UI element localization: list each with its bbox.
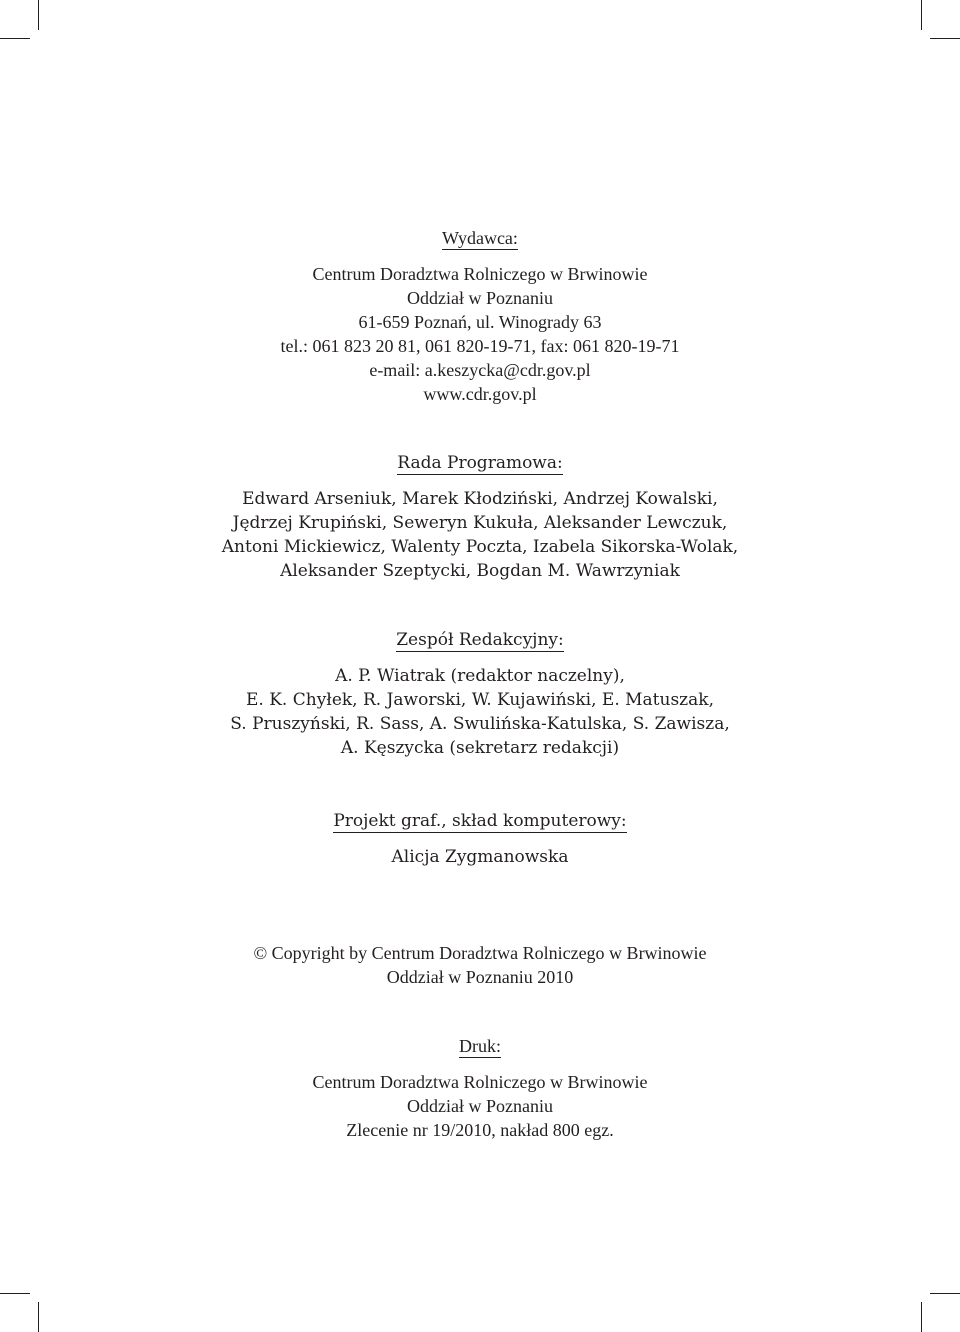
publisher-website: www.cdr.gov.pl: [423, 384, 537, 404]
crop-mark-top-right-vertical: [921, 0, 922, 30]
print-section: [0, 1036, 960, 1142]
editorial-team-line: A. P. Wiatrak (redaktor naczelny),: [335, 666, 625, 686]
program-council-heading: Rada Programowa:: [397, 453, 563, 473]
program-council-line: Jędrzej Krupiński, Seweryn Kukuła, Aleksander Lewczuk,: [232, 513, 728, 533]
program-council-line: Antoni Mickiewicz, Walenty Poczta, Izabela Sikorska-Wolak,: [221, 537, 739, 557]
publisher-heading: Wydawca:: [442, 228, 518, 248]
print-heading: Druk:: [459, 1036, 501, 1056]
crop-mark-bottom-right-vertical: [921, 1302, 922, 1332]
copyright-section: [0, 941, 960, 989]
program-council-line: Edward Arseniuk, Marek Kłodziński, Andrzej Kowalski,: [242, 489, 718, 509]
crop-mark-top-left-horizontal: [0, 38, 30, 39]
program-council-section: [0, 453, 960, 583]
crop-mark-bottom-left-horizontal: [0, 1293, 30, 1294]
publisher-line: Centrum Doradztwa Rolniczego w Brwinowie: [312, 264, 648, 284]
publisher-line: tel.: 061 823 20 81, 061 820-19-71, fax: 061 820-19-71: [280, 336, 680, 356]
editorial-team-heading: Zespół Redakcyjny:: [396, 630, 564, 650]
print-line: Oddział w Poznaniu: [407, 1096, 553, 1116]
program-council-line: Aleksander Szeptycki, Bogdan M. Wawrzyniak: [280, 561, 680, 581]
copyright-line: Oddział w Poznaniu 2010: [386, 967, 574, 987]
crop-mark-bottom-right-horizontal: [930, 1293, 960, 1294]
copyright-line: © Copyright by Centrum Doradztwa Rolniczego w Brwinowie: [253, 943, 707, 963]
editorial-team-line: A. Kęszycka (sekretarz redakcji): [340, 738, 620, 758]
print-line: Zlecenie nr 19/2010, nakład 800 egz.: [346, 1120, 614, 1140]
crop-mark-top-left-vertical: [38, 0, 39, 30]
publisher-email: e-mail: a.keszycka@cdr.gov.pl: [369, 360, 591, 380]
editorial-team-line: S. Pruszyński, R. Sass, A. Swulińska-Katulska, S. Zawisza,: [230, 714, 730, 734]
editorial-team-section: [0, 630, 960, 760]
design-heading: Projekt graf., skład komputerowy:: [333, 811, 627, 831]
crop-mark-top-right-horizontal: [930, 38, 960, 39]
print-line: Centrum Doradztwa Rolniczego w Brwinowie: [312, 1072, 648, 1092]
crop-mark-bottom-left-vertical: [38, 1302, 39, 1332]
publisher-section: [0, 228, 960, 406]
design-section: [0, 811, 960, 869]
editorial-team-line: E. K. Chyłek, R. Jaworski, W. Kujawiński, E. Matuszak,: [246, 690, 714, 710]
designer-name: Alicja Zygmanowska: [391, 847, 569, 867]
publisher-line: Oddział w Poznaniu: [407, 288, 553, 308]
publisher-line: 61-659 Poznań, ul. Winogrady 63: [358, 312, 602, 332]
